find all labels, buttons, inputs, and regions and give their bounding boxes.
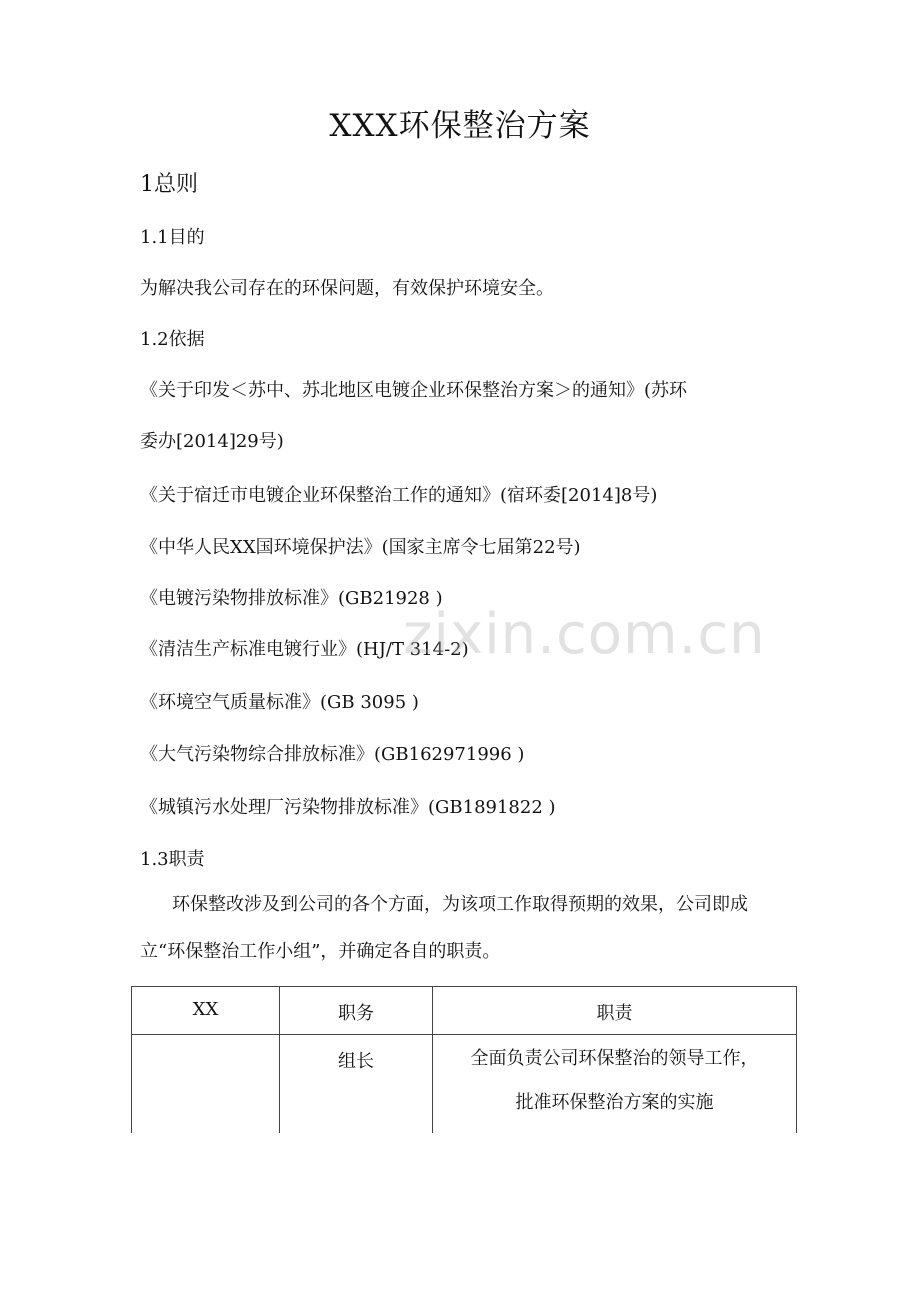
document-title: XXX环保整治方案 (329, 108, 591, 144)
basis-item: 《城镇污水处理厂污染物排放标准》(GB1891822 ) (140, 797, 556, 818)
basis-item: 《清洁生产标准电镀行业》(HJ/T 314-2) (140, 639, 469, 660)
table-row (132, 1035, 797, 1133)
duty-table (131, 986, 797, 1133)
basis-item: 委办[2014]29号) (140, 431, 284, 452)
duties-paragraph-line: 环保整改涉及到公司的各个方面，为该项工作取得预期的效果，公司即成 (172, 894, 748, 915)
duties-paragraph-line: 立“环保整治工作小组”，并确定各自的职责。 (140, 941, 501, 962)
basis-item: 《中华人民XX国环境保护法》(国家主席令七届第22号) (140, 537, 581, 558)
table-header-duty: 职责 (433, 987, 797, 1035)
table-header-row (132, 987, 797, 1035)
duty-line: 全面负责公司环保整治的领导工作， (470, 1048, 759, 1069)
basis-item: 《关于宿迁市电镀企业环保整治工作的通知》(宿环委[2014]8号) (140, 485, 658, 506)
table-cell-position: 组长 (280, 1035, 433, 1133)
basis-item: 《电镀污染物排放标准》(GB21928 ) (140, 588, 443, 609)
basis-item: 《大气污染物综合排放标准》(GB162971996 ) (140, 744, 525, 765)
basis-item: 《环境空气质量标准》(GB 3095 ) (140, 692, 419, 713)
table-cell-duty (433, 1035, 797, 1133)
section-heading-general: 1总则 (140, 172, 198, 197)
subsection-heading-purpose: 1.1目的 (140, 227, 205, 248)
table-header-position: 职务 (280, 987, 433, 1035)
watermark-text: zixin.com.cn (403, 602, 766, 667)
basis-item: 《关于印发＜苏中、苏北地区电镀企业环保整治方案＞的通知》(苏环 (140, 380, 688, 401)
purpose-text: 为解决我公司存在的环保问题，有效保护环境安全。 (140, 278, 554, 299)
duty-line: 批准环保整治方案的实施 (515, 1092, 714, 1113)
subsection-heading-basis: 1.2依据 (140, 329, 205, 350)
table-header-name: XX (132, 987, 280, 1035)
subsection-heading-duties: 1.3职责 (140, 849, 205, 870)
table-cell-name (132, 1035, 280, 1133)
